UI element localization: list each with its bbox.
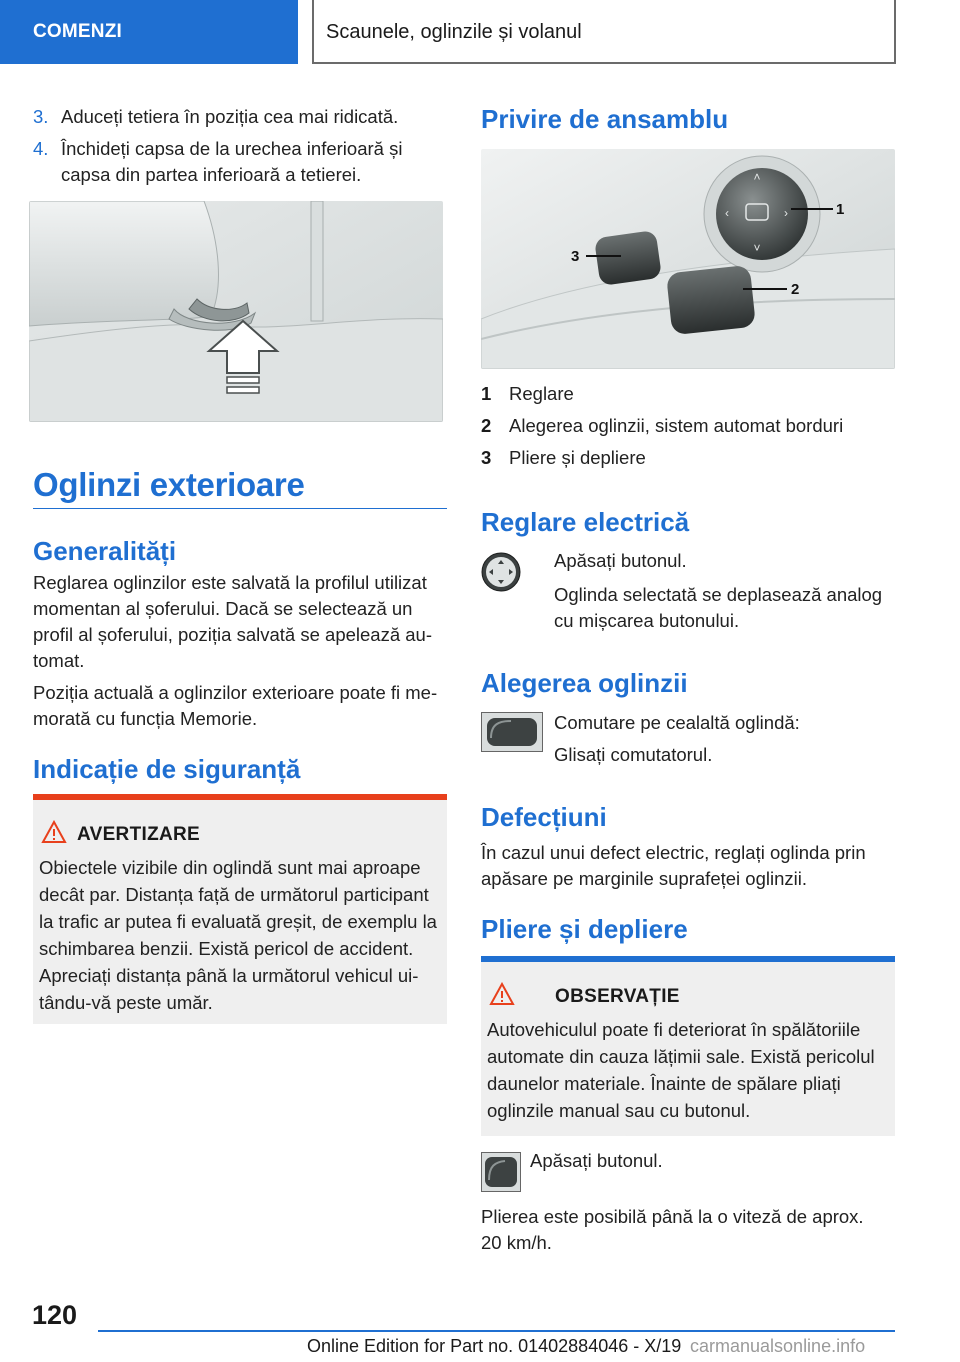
paragraph: Oglinda selectată se deplasează analog cu mișcarea butonului. — [554, 584, 883, 631]
paragraph: Reglarea oglinzilor este salvată la profilul utilizat momentan al șoferului. Dacă se selectează un profil al șoferului, poziția salvată se apelează au-tomat. — [33, 572, 433, 671]
legend-label: Pliere și depliere — [509, 447, 646, 468]
step-number: 3. — [33, 106, 49, 127]
callout-1: 1 — [836, 201, 845, 218]
page-number: 120 — [32, 1300, 78, 1330]
legend-number: 2 — [481, 415, 492, 436]
mirror-controls-figure — [481, 149, 895, 369]
edition-text: Online Edition for Part no. 01402884046 - X/19 — [307, 1336, 682, 1356]
notice-label: OBSERVAȚIE — [555, 986, 680, 1007]
paragraph: Apăsați butonul. — [530, 1150, 663, 1171]
paragraph: Plierea este posibilă până la o viteză de aprox. 20 km/h. — [481, 1206, 864, 1253]
notice-text: Autovehiculul poate fi deteriorat în spălătoriile automate din cauza lățimii sale. Există pericolul daunelor materiale. Înainte de spălare pliați oglinzile manual sau cu butonul. — [487, 1019, 875, 1121]
subsection-title: Reglare electrică — [481, 507, 690, 537]
paragraph: Poziția actuală a oglinzilor exterioare poate fi me-morată cu funcția Memorie. — [33, 682, 438, 729]
step-text: Aduceți tetiera în poziția cea mai ridicată. — [61, 106, 399, 127]
warning-text: Obiectele vizibile din oglindă sunt mai aproape decât par. Distanța față de următorul participant la trafic ar putea fi evaluată greșit, de exemplu la schimbarea benzii. Există pericol de accident. Apreciați distanța până la următorul vehicul ui-tându-vă peste umăr. — [39, 857, 437, 1013]
paragraph: Glisați comutatorul. — [554, 744, 713, 765]
warning-bar — [33, 794, 447, 800]
chapter-tab[interactable]: COMENZI — [0, 0, 298, 64]
section-title: Oglinzi exterioare — [33, 466, 305, 503]
notice-bar — [481, 956, 895, 962]
legend-label: Reglare — [509, 383, 574, 404]
svg-text:˄: ˄ — [753, 170, 761, 184]
warning-box — [33, 794, 447, 1024]
section-divider — [33, 508, 447, 509]
mirror-adjust-knob-icon — [481, 552, 521, 592]
headrest-figure — [29, 201, 443, 422]
paragraph: Apăsați butonul. — [554, 550, 687, 571]
headrest-illustration — [29, 201, 443, 422]
subsection-title: Defecțiuni — [481, 802, 607, 832]
step-text: Închideți capsa de la urechea inferioară și capsa din partea inferioară a tetierei. — [61, 138, 403, 185]
callout-2: 2 — [791, 281, 800, 298]
legend-label: Alegerea oglinzii, sistem automat borduri — [509, 415, 844, 436]
mirror-select-switch-icon — [481, 712, 543, 752]
notice-triangle-icon — [489, 982, 515, 1006]
footer-divider — [98, 1330, 895, 1332]
legend-number: 1 — [481, 383, 492, 404]
subsection-title: Alegerea oglinzii — [481, 668, 688, 698]
watermark: carmanualsonline.info — [690, 1336, 866, 1356]
subsection-title: Privire de ansamblu — [481, 104, 729, 134]
chapter-title: Scaunele, oglinzile și volanul — [312, 0, 896, 64]
legend-number: 3 — [481, 447, 492, 468]
mirror-controls-illustration — [481, 149, 895, 369]
svg-text:˅: ˅ — [753, 241, 761, 255]
paragraph: Comutare pe cealaltă oglindă: — [554, 712, 800, 733]
warning-triangle-icon — [41, 820, 67, 844]
paragraph: În cazul unui defect electric, reglați oglinda prin apăsare pe marginile suprafeței oglinzii. — [481, 842, 866, 889]
subsection-title: Indicație de siguranță — [33, 754, 301, 784]
notice-box — [481, 956, 895, 1136]
fold-mirror-button-icon — [481, 1152, 521, 1192]
svg-text:‹: ‹ — [725, 206, 729, 220]
svg-text:›: › — [784, 206, 788, 220]
step-number: 4. — [33, 138, 49, 159]
callout-3: 3 — [571, 248, 580, 265]
subsection-title: Pliere și depliere — [481, 914, 688, 944]
warning-label: AVERTIZARE — [77, 824, 200, 845]
subsection-title: Generalități — [33, 536, 177, 566]
